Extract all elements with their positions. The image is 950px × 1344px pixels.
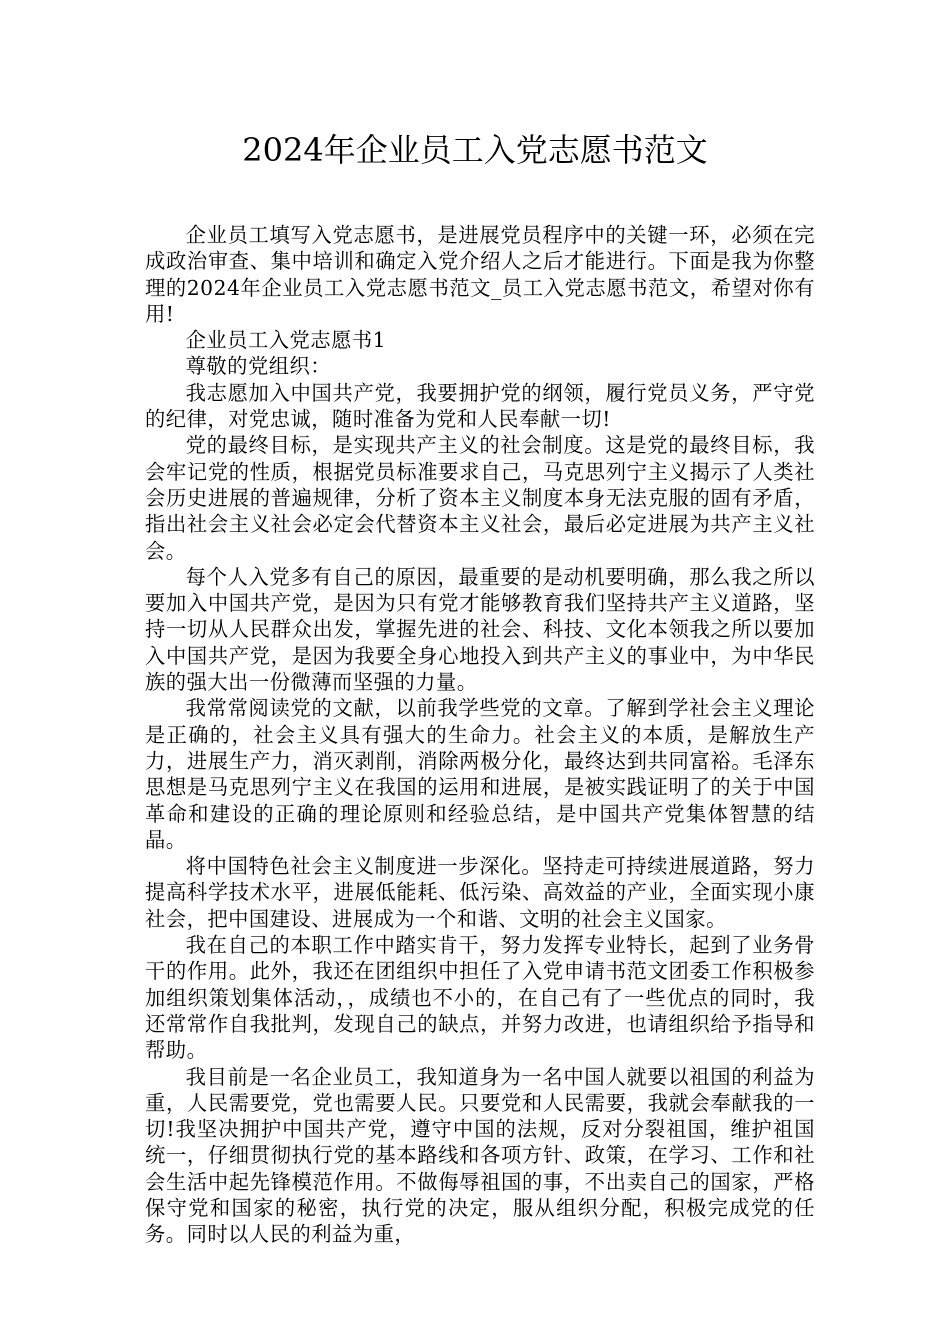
document-body [145,222,815,1248]
paragraph: 每个人入党多有自己的原因，最重要的是动机要明确，那么我之所以要加入中国共产党，是因为只有党才能够教育我们坚持共产主义道路，坚持一切从人民群众出发，掌握先进的社会、科技、文化本领我之所以要加入中国共产党，是因为我要全身心地投入到共产主义的事业中，为中华民族的强大出一份微薄而坚强的力量。 [145,564,815,695]
paragraph-intro: 企业员工填写入党志愿书，是进展党员程序中的关键一环，必须在完成政治审查、集中培训和确定入党介绍人之后才能进行。下面是我为你整理的2024年企业员工入党志愿书范文_员工入党志愿书范文，希望对你有用! [145,223,815,326]
paragraph: 我在自己的本职工作中踏实肯干，努力发挥专业特长，起到了业务骨干的作用。此外，我还在团组织中担任了入党申请书范文团委工作积极参加组织策划集体活动，，成绩也不小的，在自己有了一些优点的同时，我还常常作自我批判，发现自己的缺点，并努力改进，也请组织给予指导和帮助。 [145,933,815,1063]
document-title: 2024年企业员工入党志愿书范文 [242,131,708,169]
paragraph-heading-1: 企业员工入党志愿书1 [185,328,387,353]
paragraph: 我常常阅读党的文献，以前我学些党的文章。了解到学社会主义理论是正确的，社会主义具有强大的生命力。社会主义的本质，是解放生产力，进展生产力，消灭剥削，消除两极分化，最终达到共同富裕。毛泽东思想是马克思列宁主义在我国的运用和进展，是被实践证明了的关于中国革命和建设的正确的理论原则和经验总结，是中国共产党集体智慧的结晶。 [145,696,815,852]
paragraph: 将中国特色社会主义制度进一步深化。坚持走可持续进展道路，努力提高科学技术水平，进展低能耗、低污染、高效益的产业，全面实现小康社会，把中国建设、进展成为一个和谐、文明的社会主义国家。 [145,854,815,931]
paragraph: 党的最终目标，是实现共产主义的社会制度。这是党的最终目标，我会牢记党的性质，根据党员标准要求自己，马克思列宁主义揭示了人类社会历史进展的普遍规律，分析了资本主义制度本身无法克服的固有矛盾，指出社会主义社会必定会代替资本主义社会，最后必定进展为共产主义社会。 [145,433,815,563]
paragraph: 我目前是一名企业员工，我知道身为一名中国人就要以祖国的利益为重，人民需要党，党也需要人民。只要党和人民需要，我就会奉献我的一切!我坚决拥护中国共产党，遵守中国的法规，反对分裂祖国，维护祖国统一，仔细贯彻执行党的基本路线和各项方针、政策，在学习、工作和社会生活中起先锋模范作用。不做侮辱祖国的事，不出卖自己的国家，严格保守党和国家的秘密，执行党的决定，服从组织分配，积极完成党的任务。同时以人民的利益为重， [145,1064,815,1247]
paragraph: 我志愿加入中国共产党，我要拥护党的纲领，履行党员义务，严守党的纪律，对党忠诚，随时准备为党和人民奉献一切! [145,380,815,432]
paragraph-salutation: 尊敬的党组织： [185,354,332,379]
